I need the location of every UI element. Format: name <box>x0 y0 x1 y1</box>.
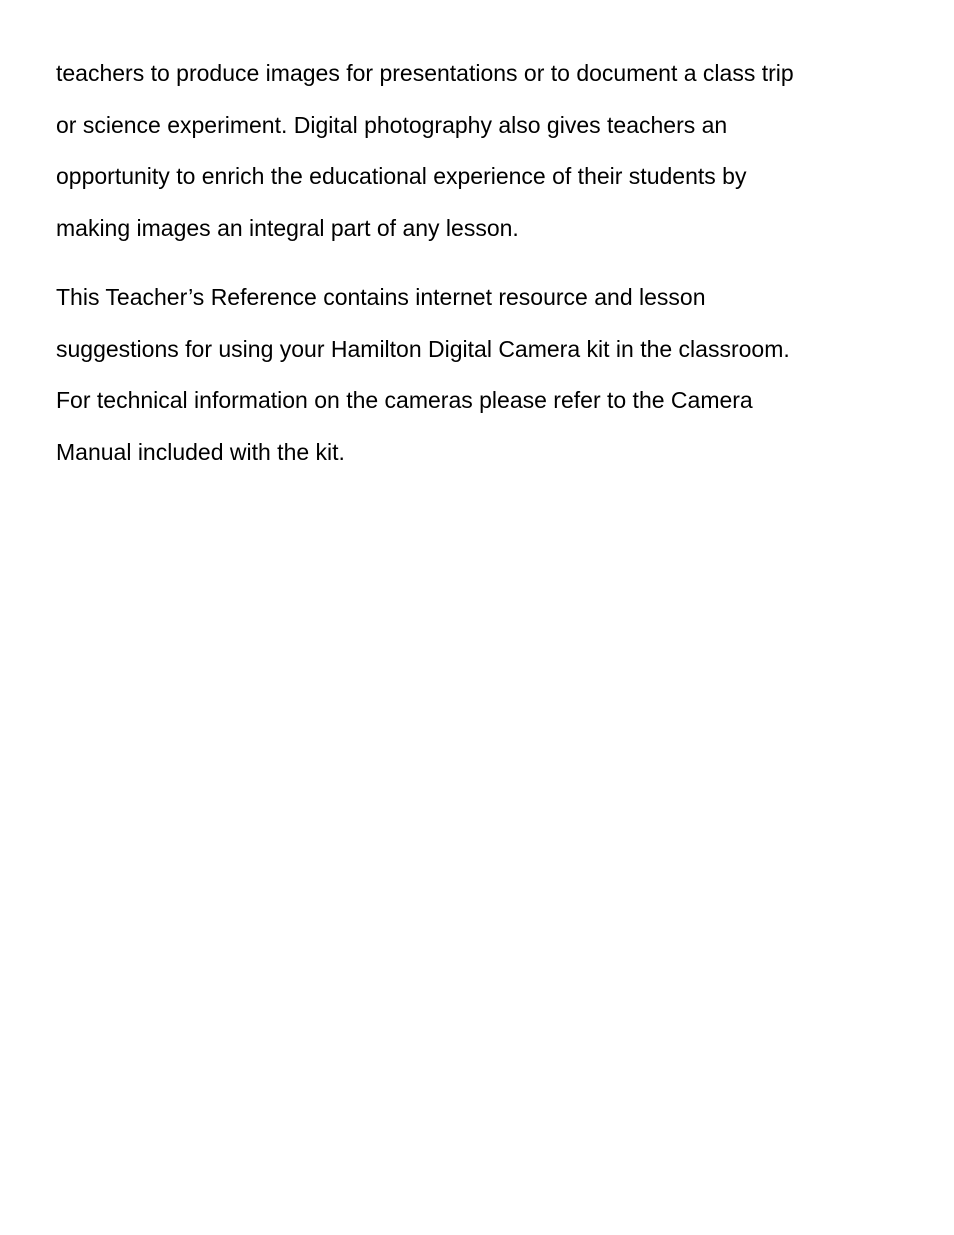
text-line: This Teacher’s Reference contains internet resource and lesson <box>56 284 706 310</box>
paragraph-2 <box>56 272 906 478</box>
text-line: suggestions for using your Hamilton Digital Camera kit in the classroom. <box>56 335 790 362</box>
body-text <box>56 48 906 478</box>
paragraph-1 <box>56 48 906 254</box>
text-line: or science experiment. Digital photography also gives teachers an <box>56 111 728 138</box>
text-line: Manual included with the kit. <box>56 438 345 465</box>
text-line: making images an integral part of any lesson. <box>56 214 519 241</box>
text-line: opportunity to enrich the educational experience of their students by <box>56 163 747 189</box>
text-line: For technical information on the cameras please refer to the Camera <box>56 387 753 413</box>
text-line: teachers to produce images for presentations or to document a class trip <box>56 60 794 86</box>
